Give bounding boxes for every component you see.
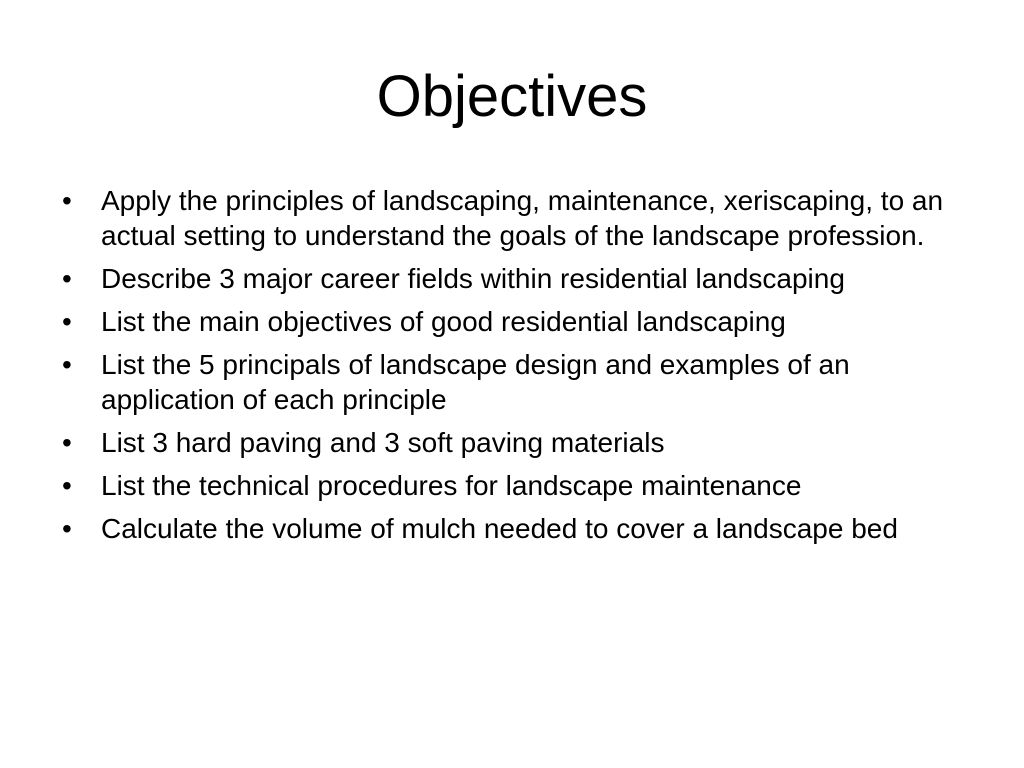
list-item-text: Describe 3 major career fields within residential landscaping [101,263,845,294]
list-item-text: List the 5 principals of landscape design and examples of an application of each principle [101,349,850,415]
list-item-text: List the technical procedures for landscape maintenance [101,470,802,501]
list-item-text: List 3 hard paving and 3 soft paving materials [101,427,665,458]
bullet-icon: • [62,470,72,501]
bullet-icon: • [62,349,72,380]
slide-title: Objectives [376,64,648,129]
bullet-icon: • [62,306,72,337]
list-item [62,347,982,417]
objectives-list [62,183,982,554]
bullet-icon: • [62,263,72,294]
bullet-icon: • [62,427,72,458]
list-item-text: List the main objectives of good residential landscaping [101,306,786,337]
list-item-text: Apply the principles of landscaping, maintenance, xeriscaping, to an actual setting to understand the goals of the landscape profession. [101,185,944,251]
bullet-icon: • [62,513,72,544]
list-item-text: Calculate the volume of mulch needed to cover a landscape bed [101,513,898,544]
list-item [62,183,982,253]
list-item [62,425,982,460]
bullet-icon: • [62,185,72,216]
list-item [62,511,982,546]
list-item [62,261,982,296]
list-item [62,304,982,339]
list-item [62,468,982,503]
